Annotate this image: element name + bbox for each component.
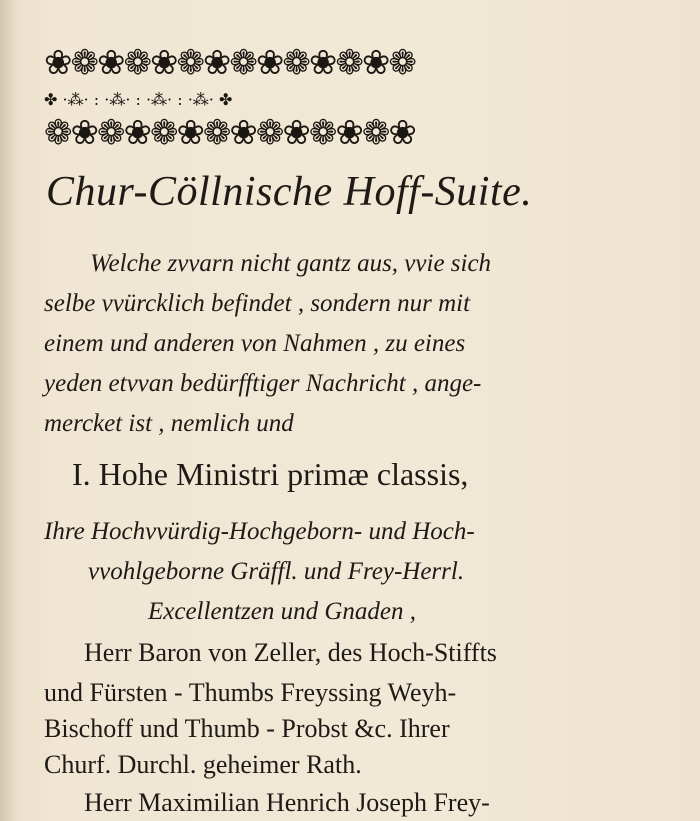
body-line: Herr Baron von Zeller, des Hoch-Stiffts [84,638,497,667]
ornament-top-row: ❀❁❀❁❀❁❀❁❀❁❀❁❀❁ [44,43,415,83]
section-heading: I. Hohe Ministri primæ classis, [72,456,469,492]
ornament-border-middle [44,88,624,110]
intro-line: Welche zvvarn nicht gantz aus, vvie sich [90,250,492,277]
ornament-bottom-row: ❁❀❁❀❁❀❁❀❁❀❁❀❁❀ [44,113,415,153]
address-line: Ihre Hochvvürdig-Hochgeborn- und Hoch- [44,518,475,545]
intro-line: selbe vvürcklich befindet , sondern nur mit [44,290,471,317]
body-line: und Fürsten - Thumbs Freyssing Weyh- [44,678,457,707]
address-line: Excellentzen und Gnaden , [148,598,416,625]
body-line: Herr Maximilian Henrich Joseph Frey- [84,788,490,817]
page-gutter-shadow [0,0,18,821]
ornament-border-top [44,42,644,84]
page-title: Chur-Cöllnische Hoff-Suite. [46,169,533,215]
address-line: vvohlgeborne Gräffl. und Frey-Herrl. [88,558,465,585]
ornament-border-bottom [44,112,644,154]
intro-line: yeden etvvan bedürfftiger Nachricht , ange- [44,370,482,397]
ornament-middle-row: ✤ ·⁂· : ·⁂· : ·⁂· : ·⁂· ✤ [44,89,233,109]
intro-line: mercket ist , nemlich und [44,410,294,437]
body-line: Bischoff und Thumb - Probst &c. Ihrer [44,714,450,743]
intro-line: einem und anderen von Nahmen , zu eines [44,330,466,357]
body-line: Churf. Durchl. geheimer Rath. [44,750,362,779]
